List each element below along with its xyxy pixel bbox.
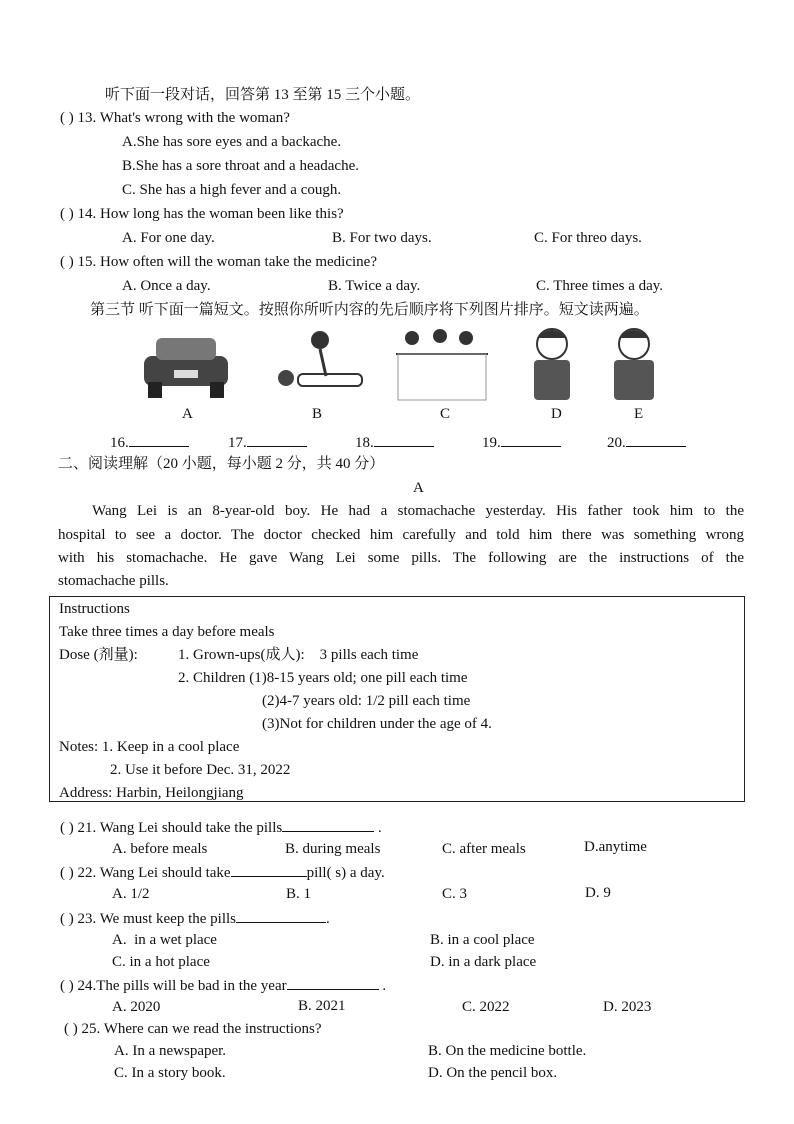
notes-1: Notes: 1. Keep in a cool place: [59, 739, 240, 755]
q23-option-a: A. in a wet place: [112, 932, 217, 948]
q15-option-a: A. Once a day.: [122, 278, 211, 294]
paragraph-line-4: stomachache pills.: [58, 573, 169, 589]
q24-option-d: D. 2023: [603, 999, 652, 1015]
answer-blank[interactable]: [282, 817, 374, 832]
answer-blank[interactable]: [287, 975, 379, 990]
picture-label-a: A: [182, 406, 193, 422]
q25-option-b: B. On the medicine bottle.: [428, 1043, 587, 1059]
picture-label-d: D: [551, 406, 562, 422]
paragraph-line-2: hospital to see a doctor. The doctor checked him carefully and told him there was something wrong: [58, 527, 744, 543]
q24-option-b: B. 2021: [298, 998, 346, 1014]
q13-option-b: B.She has a sore throat and a headache.: [122, 158, 359, 174]
q21-option-b: B. during meals: [285, 841, 381, 857]
question-22: [60, 862, 385, 882]
answer-blank[interactable]: [236, 908, 326, 923]
q23-option-d: D. in a dark place: [430, 954, 537, 970]
instructions-take: Take three times a day before meals: [59, 624, 275, 640]
dose-children-2: (2)4-7 years old: 1/2 pill each time: [262, 693, 471, 709]
dose-children-1: 2. Children (1)8-15 years old; one pill each time: [178, 670, 468, 686]
answer-blank-20[interactable]: [607, 432, 686, 452]
dose-label: Dose (剂量):: [59, 647, 138, 663]
q21-option-d: D.anytime: [584, 839, 647, 855]
q24-option-a: A. 2020: [112, 999, 161, 1015]
dose-children-3: (3)Not for children under the age of 4.: [262, 716, 492, 732]
question-stem: ( ) 22. Wang Lei should take: [60, 865, 231, 881]
question-21: [60, 817, 382, 837]
question-stem: ( ) 24.The pills will be bad in the year: [60, 978, 287, 994]
q23-option-c: C. in a hot place: [112, 954, 210, 970]
q15-option-c: C. Three times a day.: [536, 278, 664, 294]
answer-blank[interactable]: [231, 862, 307, 877]
question-stem: ( ) 23. We must keep the pills: [60, 911, 236, 927]
question-25: ( ) 25. Where can we read the instructions?: [64, 1021, 322, 1037]
question-14: ( ) 14. How long has the woman been like this?: [60, 206, 344, 222]
q22-option-a: A. 1/2: [112, 886, 150, 902]
blank-number: 18.: [355, 435, 374, 451]
q22-option-c: C. 3: [442, 886, 468, 902]
q22-option-b: B. 1: [286, 886, 312, 902]
question-stem-end: .: [377, 820, 382, 836]
question-24: [60, 975, 386, 995]
q21-option-c: C. after meals: [442, 841, 526, 857]
answer-blank-18[interactable]: [355, 432, 434, 452]
listening-intro: 听下面一段对话，回答第 13 至第 15 三个小题。: [105, 87, 421, 103]
q25-option-a: A. In a newspaper.: [114, 1043, 227, 1059]
q14-option-b: B. For two days.: [332, 230, 432, 246]
q13-option-c: C. She has a high fever and a cough.: [122, 182, 342, 198]
address: Address: Harbin, Heilongjiang: [59, 785, 244, 801]
question-13: ( ) 13. What's wrong with the woman?: [60, 110, 290, 126]
paragraph-line-1: Wang Lei is an 8-year-old boy. He had a stomachache yesterday. His father took him to the: [92, 503, 744, 519]
blank-number: 19.: [482, 435, 501, 451]
q13-option-a: A.She has sore eyes and a backache.: [122, 134, 342, 150]
blank-number: 16.: [110, 435, 129, 451]
answer-blank-16[interactable]: [110, 432, 189, 452]
picture-b-doctor-patient: [268, 326, 364, 402]
notes-2: 2. Use it before Dec. 31, 2022: [110, 762, 291, 778]
blank-number: 17.: [228, 435, 247, 451]
answer-blank-19[interactable]: [482, 432, 561, 452]
question-stem-end: .: [382, 978, 387, 994]
q25-option-d: D. On the pencil box.: [428, 1065, 558, 1081]
picture-c-people-at-counter: [396, 326, 488, 402]
q22-option-d: D. 9: [585, 885, 611, 901]
q14-option-a: A. For one day.: [122, 230, 215, 246]
question-stem-end: .: [326, 911, 330, 927]
q14-option-c: C. For threo days.: [534, 230, 642, 246]
q15-option-b: B. Twice a day.: [328, 278, 421, 294]
answer-blank-17[interactable]: [228, 432, 307, 452]
picture-e-boy-stomachache: [604, 326, 664, 402]
question-stem-end: pill( s) a day.: [306, 865, 385, 881]
question-stem: ( ) 21. Wang Lei should take the pills: [60, 820, 283, 836]
picture-a-car: [138, 326, 232, 402]
paragraph-line-3: with his stomachache. He gave Wang Lei some pills. The following are the instructions of the: [58, 550, 744, 566]
picture-label-e: E: [634, 406, 644, 422]
question-23: [60, 908, 330, 928]
picture-label-c: C: [440, 406, 451, 422]
passage-label: A: [413, 480, 424, 496]
instructions-title: Instructions: [59, 601, 130, 617]
q25-option-c: C. In a story book.: [114, 1065, 226, 1081]
q23-option-b: B. in a cool place: [430, 932, 535, 948]
q21-option-a: A. before meals: [112, 841, 208, 857]
section-3-instruction: 第三节 听下面一篇短文。按照你所听内容的先后顺序将下列图片排序。短文读两遍。: [90, 302, 649, 318]
picture-label-b: B: [312, 406, 323, 422]
reading-heading: 二、阅读理解（20 小题，每小题 2 分，共 40 分）: [58, 456, 385, 472]
question-15: ( ) 15. How often will the woman take the medicine?: [60, 254, 377, 270]
dose-grownups: 1. Grown-ups(成人): 3 pills each time: [178, 647, 419, 663]
blank-number: 20.: [607, 435, 626, 451]
q24-option-c: C. 2022: [462, 999, 510, 1015]
picture-d-boy: [524, 326, 580, 402]
